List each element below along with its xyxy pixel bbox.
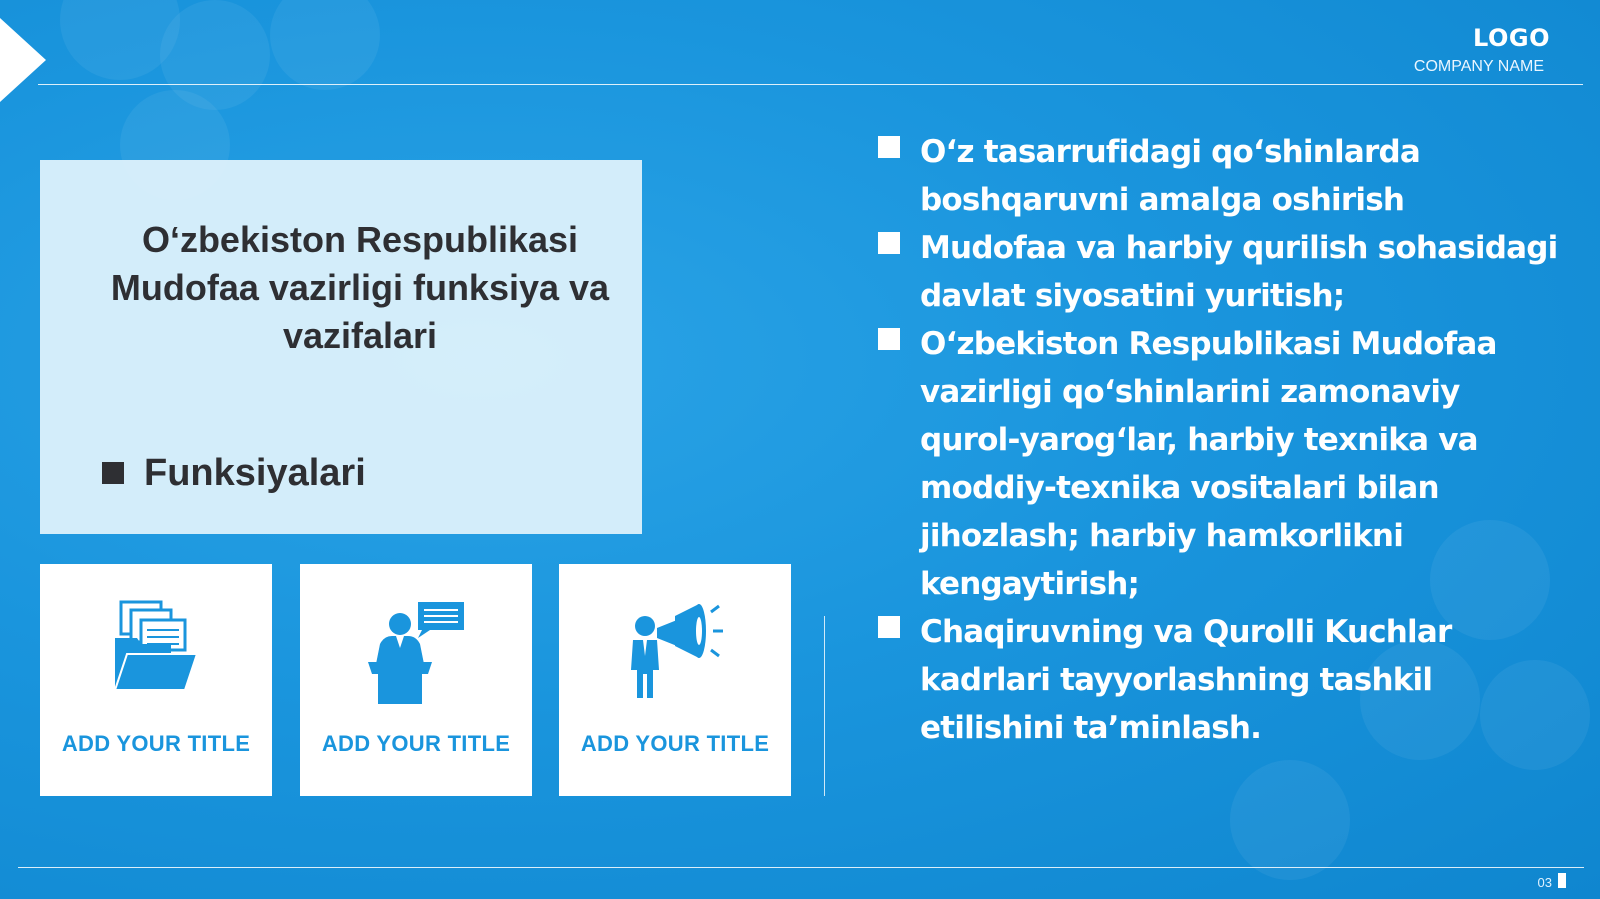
megaphone-person-icon xyxy=(625,598,725,702)
folder-documents-icon xyxy=(111,598,201,694)
logo: LOGO xyxy=(1473,24,1550,52)
background-pattern xyxy=(270,0,380,90)
bullet-square-icon xyxy=(878,328,900,350)
list-item xyxy=(878,224,1568,320)
bullet-text: Chaqiruvning va Qurolli Kuchlar kadrlari tayyorlashning tashkil etilishini ta’minlash. xyxy=(920,614,1452,746)
list-item xyxy=(878,128,1568,224)
page-marker xyxy=(1558,873,1566,888)
card-2 xyxy=(300,564,532,796)
card-title: ADD YOUR TITLE xyxy=(580,731,770,756)
background-pattern xyxy=(1230,760,1350,880)
bullet-square-icon xyxy=(878,232,900,254)
vertical-divider xyxy=(824,616,825,796)
arrow-shape xyxy=(0,18,46,102)
bullet-text: O‘zbekiston Respublikasi Mudofaa vazirligi qo‘shinlarini zamonaviy qurol-yarog‘lar, harbiy texnika va moddiy-texnika vositalari bilan jihozlash; harbiy hamkorlikni kengaytirish; xyxy=(920,326,1497,602)
bullet-list xyxy=(878,128,1568,752)
page-number: 03 xyxy=(1537,875,1552,890)
subheading: Funksiyalari xyxy=(144,452,366,494)
list-item xyxy=(878,608,1568,752)
bullet-text: O‘z tasarrufidagi qo‘shinlarda boshqaruvni amalga oshirish xyxy=(920,134,1420,218)
company-name: COMPANY NAME xyxy=(1413,58,1544,75)
bullet-square-icon xyxy=(878,136,900,158)
speaker-podium-icon xyxy=(366,598,466,706)
card-3 xyxy=(559,564,791,796)
slide-title: O‘zbekiston Respublikasi Mudofaa vazirligi funksiya va vazifalari xyxy=(110,219,610,356)
title-box xyxy=(40,160,642,534)
bullet-square-icon xyxy=(878,616,900,638)
list-item xyxy=(878,320,1568,608)
top-divider xyxy=(38,84,1583,85)
card-title: ADD YOUR TITLE xyxy=(321,731,511,756)
bullet-square-icon xyxy=(102,462,124,484)
card-title: ADD YOUR TITLE xyxy=(61,731,251,756)
bullet-text: Mudofaa va harbiy qurilish sohasidagi davlat siyosatini yuritish; xyxy=(920,230,1558,314)
bottom-divider xyxy=(18,867,1584,868)
card-1 xyxy=(40,564,272,796)
